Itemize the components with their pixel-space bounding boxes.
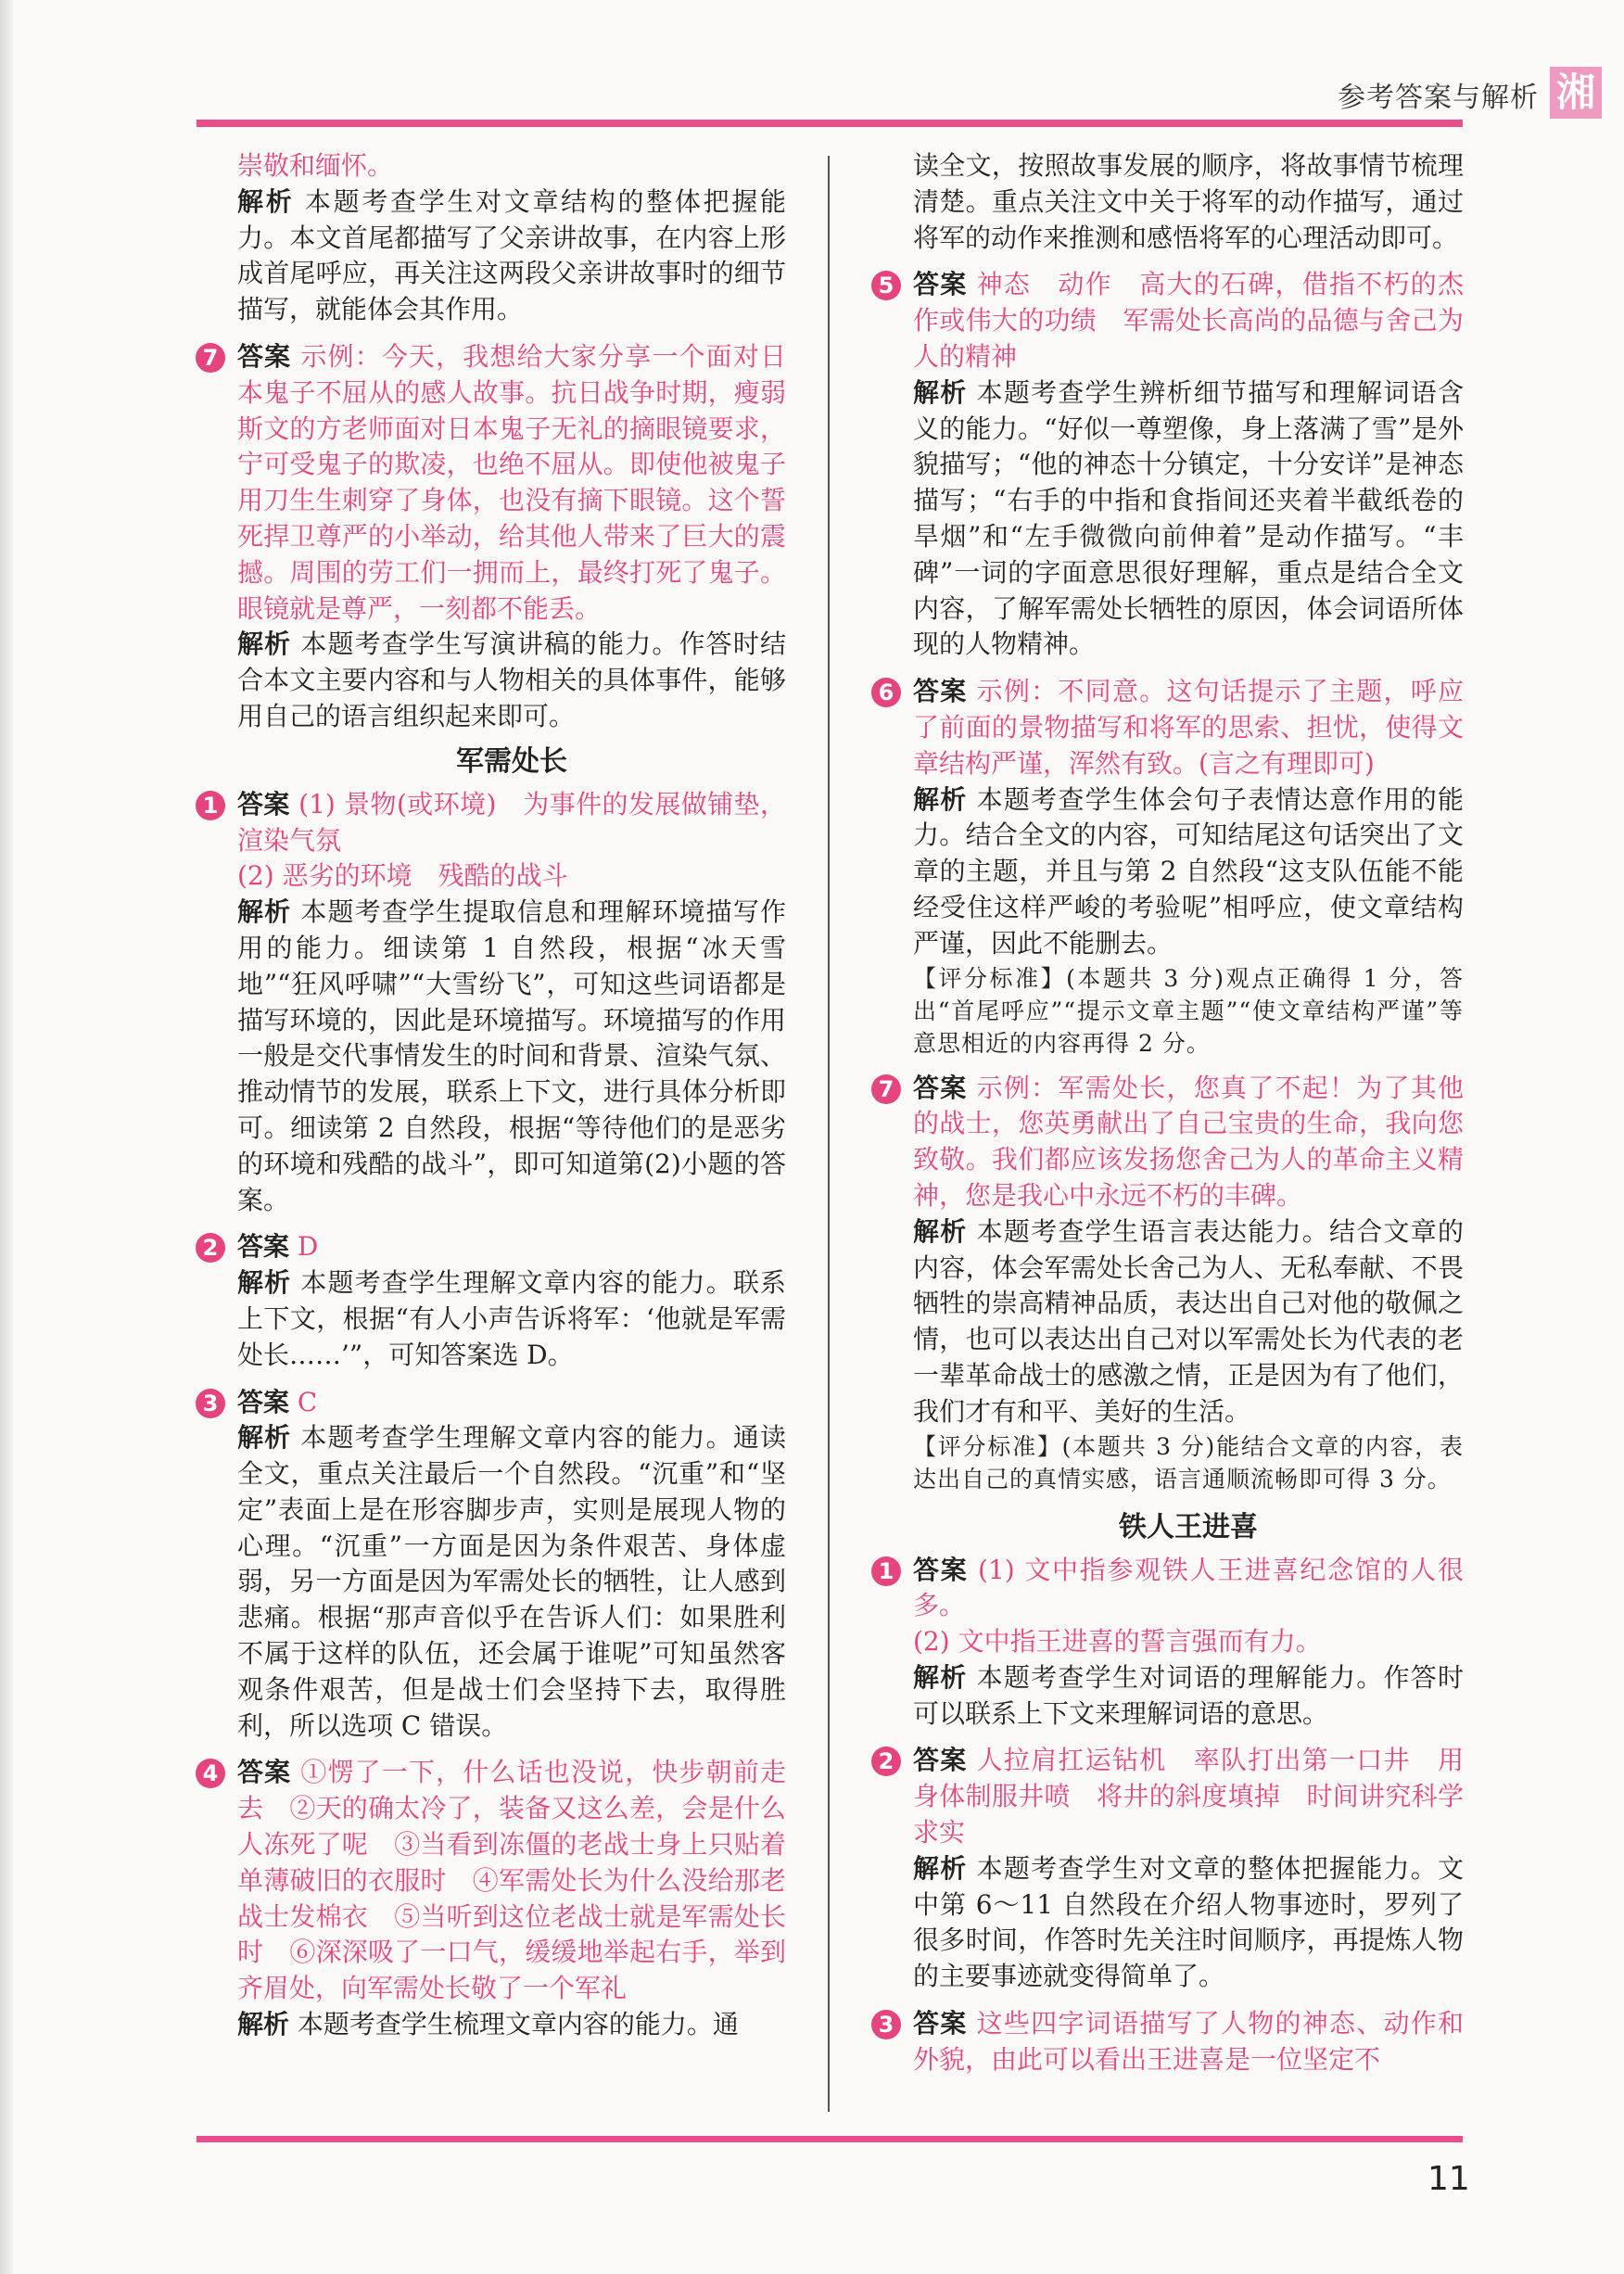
page-edge-shadow bbox=[0, 0, 13, 2274]
running-header: 参考答案与解析 bbox=[1338, 82, 1539, 114]
analysis-label: 解析 bbox=[237, 185, 295, 217]
analysis-label: 解析 bbox=[237, 2009, 290, 2040]
answer-text: 示例：今天，我想给大家分享一个面对日本鬼子不屈从的感人故事。抗日战争时期，瘦弱斯文的方老师面对日本鬼子无礼的摘眼镜要求，宁可受鬼子的欺凌，也绝不屈从。即使他被鬼子用刀生生刺穿了身体，也没有摘下眼镜。这个誓死捍卫尊严的小举动，给其他人带来了巨大的震撼。周围的劳工们一拥而上，最终打死了鬼子。眼镜就是尊严，一刻都不能丢。 bbox=[237, 340, 786, 624]
question-item-6 bbox=[878, 674, 1464, 1059]
analysis-label: 解析 bbox=[913, 1852, 968, 1884]
column-divider bbox=[828, 156, 830, 2112]
analysis-block bbox=[237, 1420, 786, 1744]
analysis-label: 解析 bbox=[237, 629, 292, 660]
analysis-text: 本题考查学生理解文章内容的能力。联系上下文，根据“有人小声告诉将军：‘他就是军需处长……’”，可知答案选 D。 bbox=[237, 1267, 786, 1370]
answer-label: 答案 bbox=[237, 1231, 290, 1263]
analysis-label: 解析 bbox=[913, 1215, 968, 1247]
answer-text: 人拉肩扛运钻机 率队打出第一口井 用身体制服井喷 将井的斜度填掉 时间讲究科学求实 bbox=[913, 1745, 1464, 1848]
analysis-block bbox=[237, 2007, 786, 2043]
answer-label: 答案 bbox=[913, 1745, 968, 1776]
analysis-label: 解析 bbox=[237, 1267, 292, 1299]
answer-text: (1) 文中指参观铁人王进喜纪念馆的人很多。 bbox=[913, 1554, 1464, 1621]
analysis-block bbox=[237, 895, 786, 1218]
answer-text: (1) 景物(或环境) 为事件的发展做铺垫，渲染气氛 bbox=[237, 788, 786, 856]
question-item-1 bbox=[878, 1553, 1464, 1733]
question-number: 6 bbox=[871, 678, 901, 707]
answer-block bbox=[237, 1229, 786, 1265]
answer-text: (2) 文中指王进喜的誓言强而有力。 bbox=[913, 1626, 1322, 1658]
analysis-label: 解析 bbox=[237, 896, 292, 928]
analysis-label: 解析 bbox=[913, 376, 968, 408]
answer-label: 答案 bbox=[237, 1757, 292, 1788]
analysis-text: 本题考查学生辨析细节描写和理解词语含义的能力。“好似一尊塑像，身上落满了雪”是外貌描写；“他的神态十分镇定，十分安详”是神态描写；“右手的中指和食指间还夹着半截纸卷的旱烟”和“左手微微向前伸着”是动作描写。“丰碑”一词的字面意思很好理解，重点是结合全文内容，了解军需处长牺牲的原因，体会词语所体现的人物精神。 bbox=[913, 376, 1464, 660]
analysis-text: 本题考查学生对文章的整体把握能力。文中第 6～11 自然段在介绍人物事迹时，罗列了很多时间，作答时先关注时间顺序，再提炼人物的主要事迹就变得简单了。 bbox=[913, 1852, 1464, 1992]
analysis-label: 解析 bbox=[237, 1422, 292, 1454]
answer-block bbox=[913, 1553, 1464, 1625]
analysis-text: 本题考查学生理解文章内容的能力。通读全文，重点关注最后一个自然段。“沉重”和“坚定”表面上是在形容脚步声，实则是展现人物的心理。“沉重”一方面是因为条件艰苦、身体虚弱，另一方面是因为军需处长的牺牲，让人感到悲痛。根据“那声音似乎在告诉人们：如果胜利不属于这样的队伍，还会属于谁呢”可知虽然客观条件艰苦，但是战士们会坚持下去，取得胜利，所以选项 C 错误。 bbox=[237, 1422, 786, 1741]
footer-rule bbox=[197, 2136, 1463, 2142]
question-item-2 bbox=[202, 1229, 786, 1373]
answer-label: 答案 bbox=[913, 676, 968, 707]
analysis-block bbox=[913, 782, 1464, 962]
question-item-2 bbox=[878, 1743, 1464, 1995]
analysis-label: 解析 bbox=[913, 1661, 968, 1693]
question-number: 3 bbox=[871, 2010, 901, 2039]
answer-block bbox=[913, 1743, 1464, 1850]
question-item-7 bbox=[202, 339, 786, 735]
question-number: 3 bbox=[196, 1389, 225, 1418]
question-number: 5 bbox=[871, 271, 901, 300]
section-title: 军需处长 bbox=[456, 744, 567, 778]
answer-block bbox=[237, 339, 786, 627]
answer-text: (2) 恶劣的环境 残酷的战斗 bbox=[237, 860, 568, 892]
answer-label: 答案 bbox=[913, 269, 968, 300]
question-number: 2 bbox=[196, 1233, 225, 1263]
answer-label: 答案 bbox=[237, 1386, 290, 1417]
answer-text: ①愣了一下，什么话也没说，快步朝前走去 ②天的确太冷了，装备又这么差，会是什么人冻死了呢 ③当看到冻僵的老战士身上只贴着单薄破旧的衣服时 ④军需处长为什么没给那老战士发棉衣 ⑤当听到这位老战士就是军需处长时 ⑥深深吸了一口气，缓缓地举起右手，举到齐眉处，向军需处长敬了一个军礼 bbox=[237, 1757, 786, 2004]
answer-block bbox=[913, 2006, 1464, 2078]
answer-text: 神态 动作 高大的石碑，借指不朽的杰作或伟大的功绩 军需处长高尚的品德与舍己为人的精神 bbox=[913, 269, 1464, 372]
answer-block bbox=[913, 1071, 1464, 1214]
question-item-1 bbox=[202, 787, 786, 1219]
question-item-3 bbox=[202, 1385, 786, 1745]
scoring-criteria bbox=[913, 1430, 1464, 1495]
answer-label: 答案 bbox=[237, 788, 290, 819]
analysis-label: 解析 bbox=[913, 783, 968, 815]
section-title: 铁人王进喜 bbox=[1119, 1510, 1258, 1544]
answer-text: 这些四字词语描写了人物的神态、动作和外貌，由此可以看出王进喜是一位坚定不 bbox=[913, 2008, 1464, 2075]
region-badge: 湘 bbox=[1550, 67, 1602, 119]
analysis-text: 本题考查学生写演讲稿的能力。作答时结合本文主要内容和与人物相关的具体事件，能够用自己的语言组织起来即可。 bbox=[237, 629, 786, 731]
answer-label: 答案 bbox=[913, 1554, 969, 1585]
scoring-criteria bbox=[913, 962, 1464, 1060]
answer-block bbox=[237, 1755, 786, 2007]
header-rule bbox=[197, 120, 1463, 127]
question-number: 4 bbox=[196, 1759, 225, 1788]
answer-block bbox=[237, 1385, 786, 1421]
analysis-block bbox=[237, 184, 786, 328]
answer-text: 示例：不同意。这句话提示了主题，呼应了前面的景物描写和将军的思索、担忧，使得文章结构严谨，浑然有致。(言之有理即可) bbox=[913, 676, 1464, 779]
left-column bbox=[202, 148, 786, 2043]
question-item-3 bbox=[878, 2006, 1464, 2078]
question-number: 7 bbox=[871, 1074, 901, 1104]
criteria-label: 【评分标准】 bbox=[913, 1432, 1062, 1460]
analysis-block bbox=[913, 1214, 1464, 1430]
answer-label: 答案 bbox=[913, 1072, 968, 1103]
analysis-block bbox=[237, 627, 786, 734]
page-number: 11 bbox=[1427, 2160, 1470, 2198]
answer-block bbox=[913, 267, 1464, 375]
question-number: 1 bbox=[196, 791, 225, 820]
analysis-block bbox=[913, 1660, 1464, 1733]
analysis-continuation: 读全文，按照故事发展的顺序，将故事情节梳理清楚。重点关注文中关于将军的动作描写，通过将军的动作来推测和感悟将军的心理活动即可。 bbox=[913, 150, 1464, 253]
answer-label: 答案 bbox=[237, 340, 292, 372]
answer-text: C bbox=[297, 1386, 318, 1417]
analysis-text: 本题考查学生梳理文章内容的能力。通 bbox=[297, 2009, 739, 2040]
question-number: 1 bbox=[871, 1556, 901, 1586]
question-item-5 bbox=[878, 267, 1464, 663]
analysis-text: 本题考查学生体会句子表情达意作用的能力。结合全文的内容，可知结尾这句话突出了文章的主题，并且与第 2 自然段“这支队伍能不能经受住这样严峻的考验呢”相呼应，使文章结构严谨，因此不能删去。 bbox=[913, 783, 1464, 959]
analysis-block bbox=[237, 1265, 786, 1373]
answer-block bbox=[237, 787, 786, 859]
answer-text: 示例：军需处长，您真了不起！为了其他的战士，您英勇献出了自己宝贵的生命，我向您致敬。我们都应该发扬您舍己为人的革命主义精神，您是我心中永远不朽的丰碑。 bbox=[913, 1072, 1464, 1211]
right-column bbox=[878, 148, 1464, 2078]
answer-continuation: 崇敬和缅怀。 bbox=[237, 150, 394, 181]
analysis-text: 本题考查学生语言表达能力。结合文章的内容，体会军需处长舍己为人、无私奉献、不畏牺牲的崇高精神品质，表达出自己对他的敬佩之情，也可以表达出自己对以军需处长为代表的老一辈革命战士的感激之情，正是因为有了他们，我们才有和平、美好的生活。 bbox=[913, 1215, 1464, 1427]
criteria-text: (本题共 3 分)能结合文章的内容，表达出自己的真情实感，语言通顺流畅即可得 3 分。 bbox=[913, 1432, 1464, 1493]
question-number: 7 bbox=[196, 343, 225, 373]
answer-label: 答案 bbox=[913, 2008, 968, 2039]
answer-text: D bbox=[297, 1231, 319, 1263]
analysis-text: 本题考查学生提取信息和理解环境描写作用的能力。细读第 1 自然段，根据“冰天雪地”“狂风呼啸”“大雪纷飞”，可知这些词语都是描写环境的，因此是环境描写。环境描写的作用一般是交代事情发生的时间和背景、渲染气氛、推动情节的发展，联系上下文，进行具体分析即可。细读第 2 自然段，根据“等待他们的是恶劣的环境和残酷的战斗”，即可知道第(2)小题的答案。 bbox=[237, 896, 786, 1215]
analysis-text: 本题考查学生对文章结构的整体把握能力。本文首尾都描写了父亲讲故事，在内容上形成首尾呼应，再关注这两段父亲讲故事时的细节描写，就能体会其作用。 bbox=[237, 185, 786, 325]
criteria-label: 【评分标准】 bbox=[913, 964, 1067, 992]
analysis-block bbox=[913, 375, 1464, 663]
question-item-4 bbox=[202, 1755, 786, 2042]
question-item-7 bbox=[878, 1071, 1464, 1495]
analysis-block bbox=[913, 1851, 1464, 1995]
answer-block bbox=[913, 674, 1464, 781]
criteria-text: (本题共 3 分)观点正确得 1 分，答出“首尾呼应”“提示文章主题”“使文章结构严谨”等意思相近的内容再得 2 分。 bbox=[913, 964, 1464, 1057]
analysis-text: 本题考查学生对词语的理解能力。作答时可以联系上下文来理解词语的意思。 bbox=[913, 1661, 1464, 1729]
question-number: 2 bbox=[871, 1747, 901, 1776]
